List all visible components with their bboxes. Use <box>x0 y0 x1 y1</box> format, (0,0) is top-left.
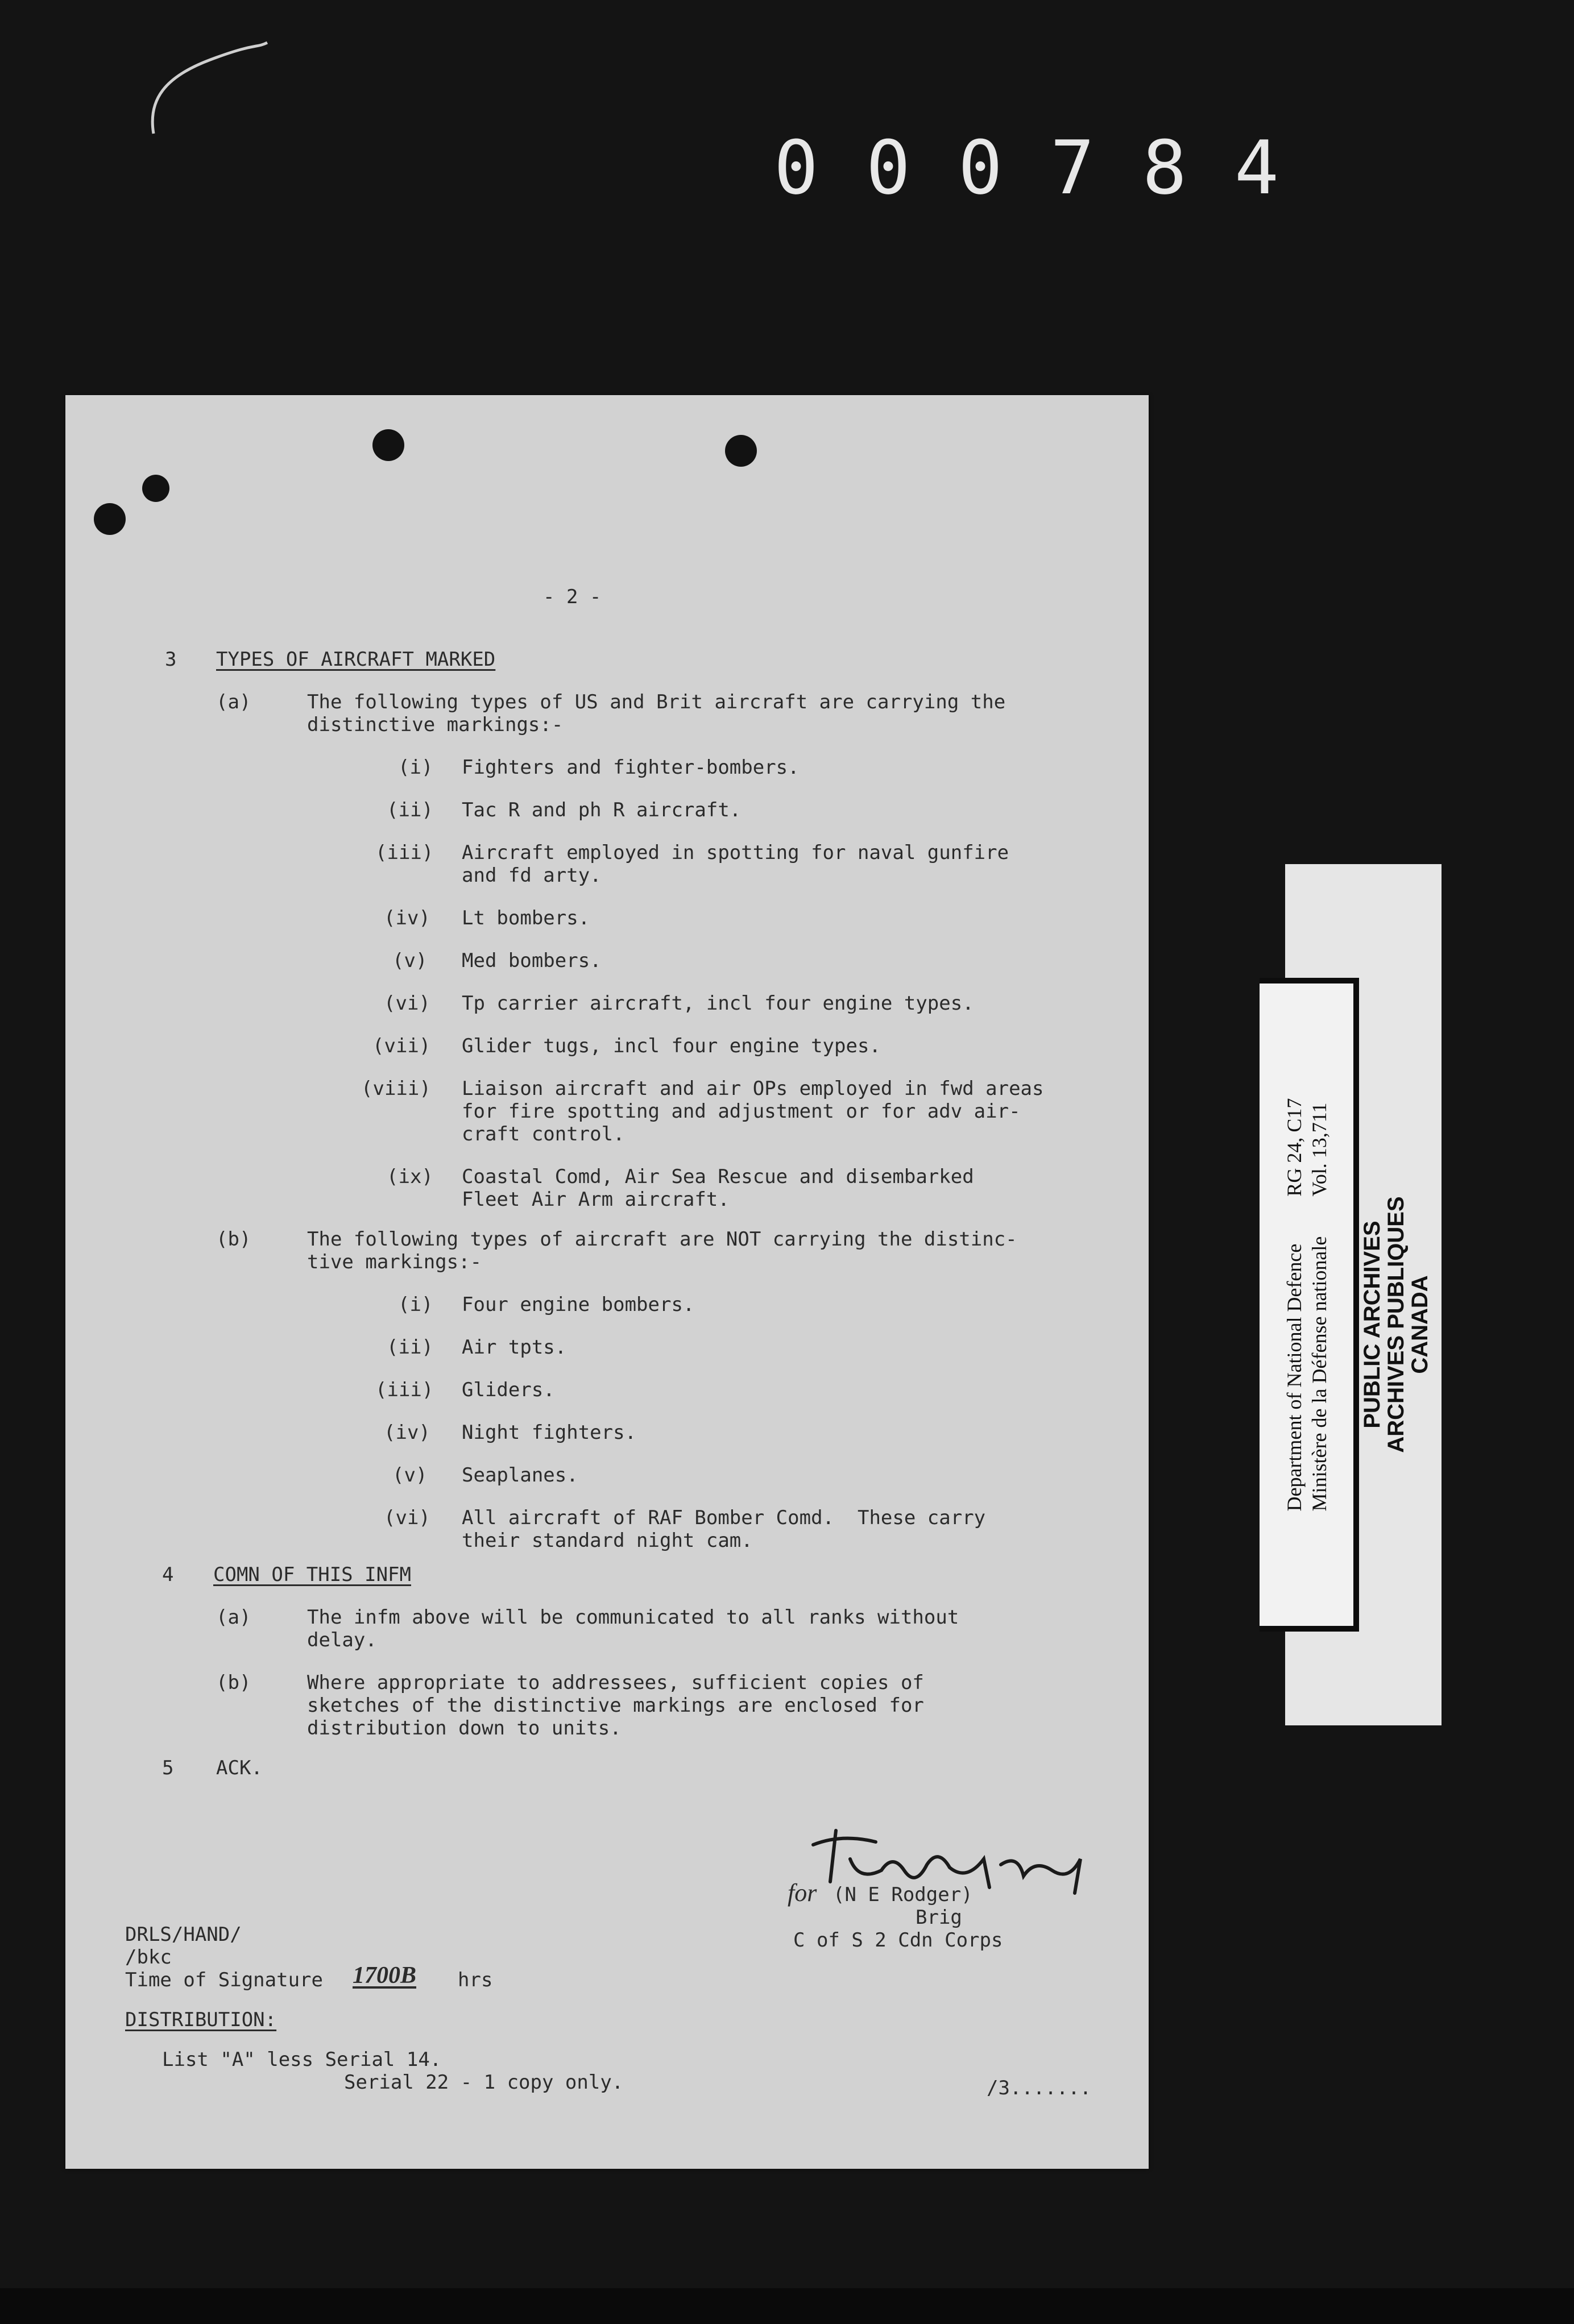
archives-line: ARCHIVES PUBLIQUES <box>1384 1196 1409 1453</box>
list-item-number: (vii) <box>372 1035 431 1057</box>
list-item-text: Four engine bombers. <box>462 1293 695 1316</box>
record-group: RG 24, C17 <box>1282 1098 1306 1197</box>
film-frame-number <box>762 125 1297 211</box>
punch-hole <box>372 429 404 461</box>
paragraph-text: distinctive markings:- <box>307 713 564 736</box>
list-item-number: (v) <box>392 1464 428 1487</box>
list-item-number: (ix) <box>387 1165 433 1188</box>
page-number: - 2 - <box>543 586 602 608</box>
paragraph-label: (b) <box>216 1228 251 1251</box>
paragraph-text: delay. <box>307 1629 377 1651</box>
archive-reference-label <box>1260 978 1359 1632</box>
paragraph-text: Where appropriate to addressees, sufficient copies of <box>307 1671 924 1694</box>
list-item-number: (viii) <box>361 1077 431 1100</box>
list-item-text: Air tpts. <box>462 1336 567 1359</box>
film-digit: 0 <box>773 125 825 211</box>
list-item-number: (iv) <box>384 907 430 929</box>
section-text: ACK. <box>216 1757 263 1779</box>
signatory-name: (N E Rodger) <box>833 1883 973 1906</box>
punch-hole <box>725 435 757 467</box>
punch-hole <box>94 503 126 535</box>
continued-marker: /3....... <box>987 2077 1092 2099</box>
film-bottom-edge <box>0 2288 1574 2324</box>
section-title: COMN OF THIS INFM <box>213 1563 411 1586</box>
list-item-text: Tp carrier aircraft, incl four engine types. <box>462 992 974 1015</box>
list-item-number: (iv) <box>384 1421 430 1444</box>
distribution-line: List "A" less Serial 14. <box>162 2048 442 2071</box>
paragraph-text: distribution down to units. <box>307 1717 622 1740</box>
list-item-number: (i) <box>398 756 433 779</box>
list-item-text: Aircraft employed in spotting for naval gunfire <box>462 841 1009 864</box>
list-item-number: (ii) <box>387 799 433 821</box>
film-digit: 0 <box>958 125 1009 211</box>
archives-line: PUBLIC ARCHIVES <box>1360 1221 1385 1429</box>
public-archives-stamp <box>1359 932 1433 1717</box>
list-item-text: Night fighters. <box>462 1421 637 1444</box>
time-unit: hrs <box>458 1969 493 1991</box>
list-item-text: Liaison aircraft and air OPs employed in fwd areas <box>462 1077 1044 1100</box>
list-item-number: (ii) <box>387 1336 433 1359</box>
list-item-text: Coastal Comd, Air Sea Rescue and disembarked <box>462 1165 974 1188</box>
paragraph-text: The following types of aircraft are NOT carrying the distinc- <box>307 1228 1017 1251</box>
signature-for: for <box>788 1879 817 1907</box>
list-item-text: their standard night cam. <box>462 1529 753 1552</box>
paragraph-text: The following types of US and Brit aircraft are carrying the <box>307 691 1006 713</box>
paragraph-text: tive markings:- <box>307 1251 482 1273</box>
section-number: 4 <box>162 1563 174 1586</box>
list-item-number: (iii) <box>375 1379 434 1401</box>
list-item-text: Seaplanes. <box>462 1464 578 1487</box>
list-item-text: and fd arty. <box>462 864 602 887</box>
film-digit: 8 <box>1142 125 1193 211</box>
archives-line: CANADA <box>1407 1275 1432 1374</box>
list-item-text: Gliders. <box>462 1379 555 1401</box>
punch-hole <box>142 475 169 502</box>
list-item-text: All aircraft of RAF Bomber Comd. These carry <box>462 1507 986 1529</box>
list-item-text: Tac R and ph R aircraft. <box>462 799 742 821</box>
typist-reference: /bkc <box>125 1946 172 1969</box>
dispatch-method: DRLS/HAND/ <box>125 1923 242 1946</box>
time-of-signature-label: Time of Signature <box>125 1969 323 1991</box>
signatory-title: C of S 2 Cdn Corps <box>793 1929 1003 1952</box>
film-digit: 0 <box>865 125 917 211</box>
list-item-text: Fleet Air Arm aircraft. <box>462 1188 730 1211</box>
list-item-number: (vi) <box>384 992 430 1015</box>
list-item-text: for fire spotting and adjustment or for adv air- <box>462 1100 1021 1123</box>
list-item-text: craft control. <box>462 1123 625 1146</box>
distribution-line: Serial 22 - 1 copy only. <box>344 2071 624 2094</box>
list-item-number: (iii) <box>375 841 434 864</box>
paragraph-text: sketches of the distinctive markings are enclosed for <box>307 1694 924 1717</box>
list-item-text: Fighters and fighter-bombers. <box>462 756 800 779</box>
list-item-text: Med bombers. <box>462 949 602 972</box>
paragraph-label: (b) <box>216 1671 251 1694</box>
volume-number: Vol. 13,711 <box>1307 1102 1331 1197</box>
film-digit: 7 <box>1050 125 1101 211</box>
section-number: 5 <box>162 1757 174 1779</box>
film-scratch-mark <box>142 31 279 145</box>
distribution-heading: DISTRIBUTION: <box>125 2008 277 2031</box>
list-item-number: (vi) <box>384 1507 430 1529</box>
list-item-text: Lt bombers. <box>462 907 590 929</box>
paragraph-label: (a) <box>216 691 251 713</box>
department-french: Ministère de la Défense nationale <box>1307 1236 1331 1512</box>
section-number: 3 <box>165 648 177 671</box>
department-english: Department of National Defence <box>1282 1243 1306 1512</box>
time-of-signature-value: 1700B <box>353 1962 417 1989</box>
list-item-text: Glider tugs, incl four engine types. <box>462 1035 881 1057</box>
paragraph-label: (a) <box>216 1606 251 1629</box>
film-digit: 4 <box>1234 125 1285 211</box>
list-item-number: (v) <box>392 949 428 972</box>
list-item-number: (i) <box>398 1293 433 1316</box>
paragraph-text: The infm above will be communicated to all ranks without <box>307 1606 959 1629</box>
section-title: TYPES OF AIRCRAFT MARKED <box>216 648 496 671</box>
document-page <box>65 395 1149 2169</box>
signatory-rank: Brig <box>916 1906 962 1929</box>
